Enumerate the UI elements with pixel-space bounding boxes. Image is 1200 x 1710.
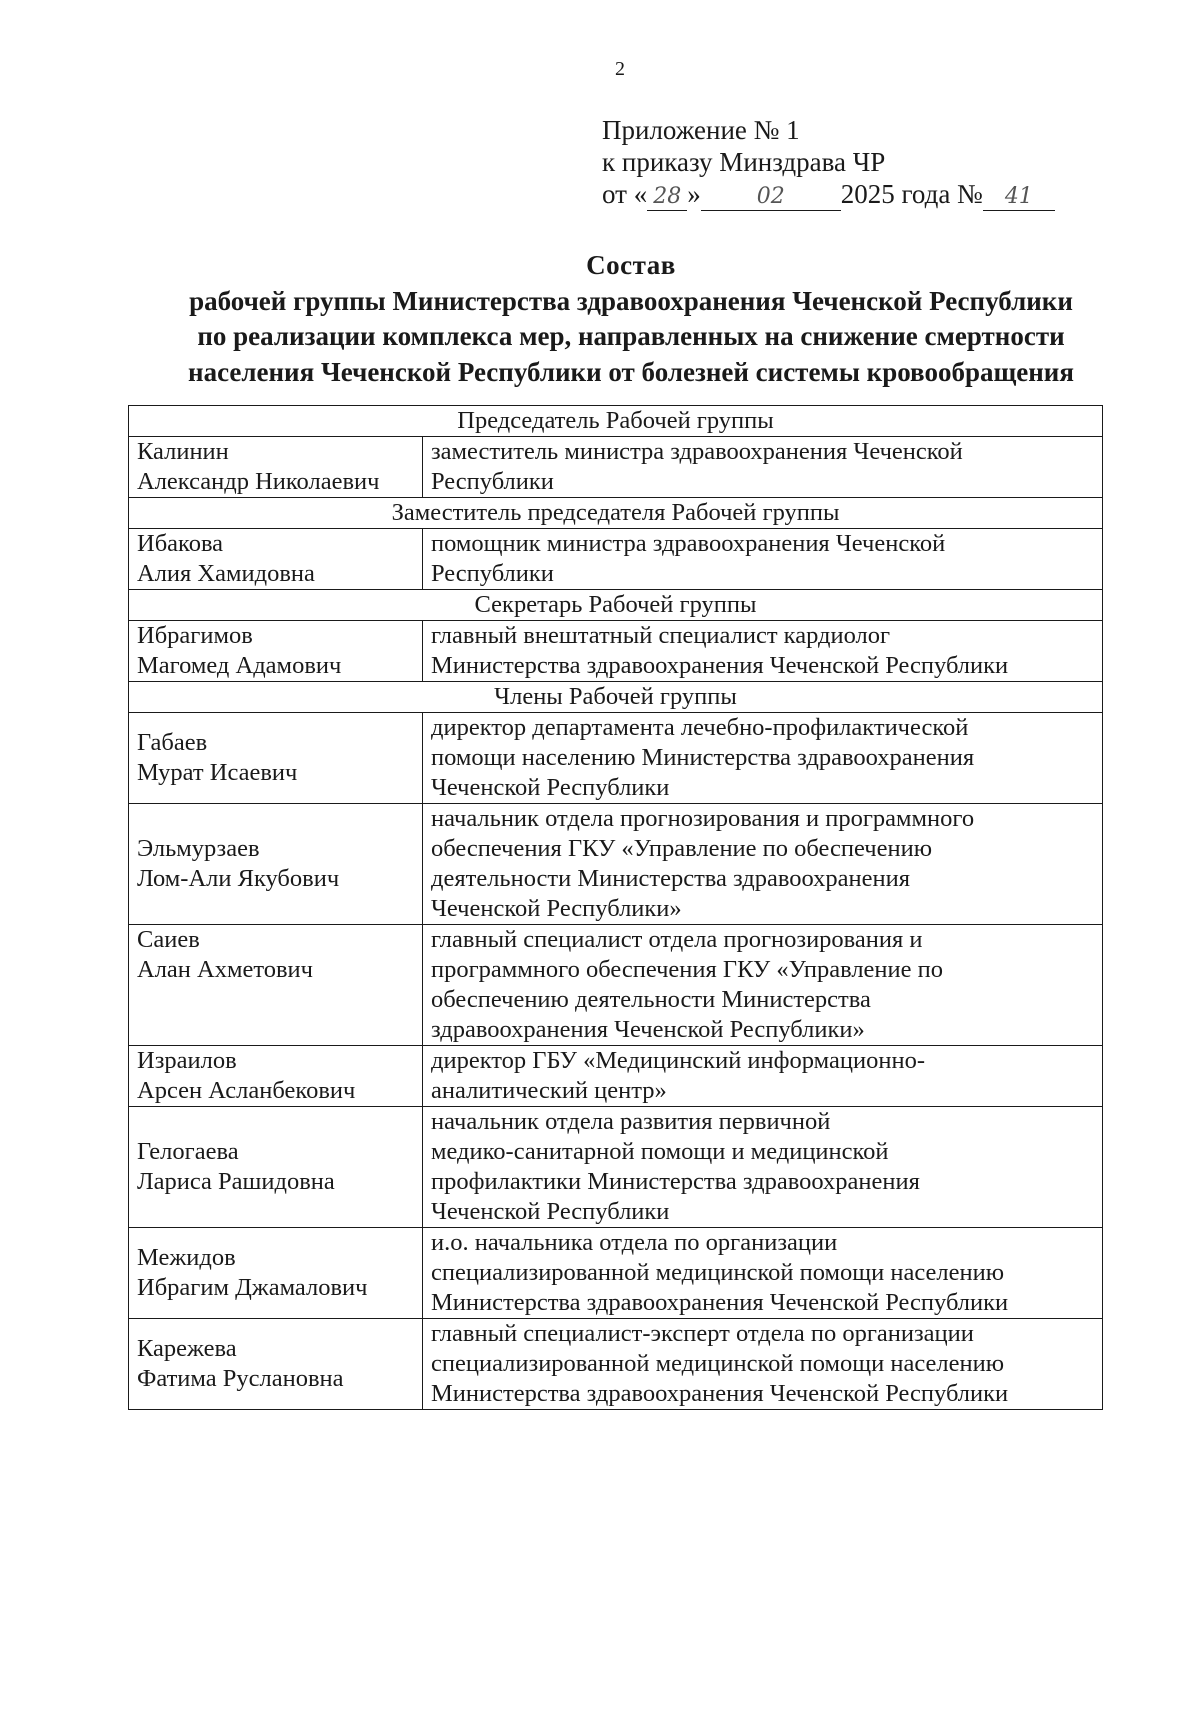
- appendix-date-line: [602, 178, 1055, 211]
- section-title-members: Члены Рабочей группы: [129, 682, 1103, 713]
- role-line: Министерства здравоохранения Чеченской Республики: [431, 1289, 1009, 1316]
- role-line: Чеченской Республики»: [431, 895, 682, 922]
- role-line: Республики: [431, 468, 554, 495]
- member-row: [129, 1319, 1103, 1410]
- member-role: [423, 621, 1103, 682]
- page-number: 2: [615, 58, 625, 80]
- section-title-secretary: Секретарь Рабочей группы: [129, 590, 1103, 621]
- member-given-names: Арсен Асланбекович: [137, 1077, 356, 1104]
- role-line: помощи населению Министерства здравоохранения: [431, 744, 975, 771]
- member-row: [129, 1046, 1103, 1107]
- role-line: начальник отдела прогнозирования и программного: [431, 805, 975, 832]
- member-name: [129, 713, 423, 804]
- role-line: Министерства здравоохранения Чеченской Республики: [431, 1380, 1009, 1407]
- member-name: [129, 1046, 423, 1107]
- role-line: главный специалист-эксперт отдела по организации: [431, 1320, 974, 1347]
- member-surname: Габаев: [137, 729, 208, 756]
- member-name: [129, 529, 423, 590]
- role-line: Чеченской Республики: [431, 1198, 670, 1225]
- role-line: и.о. начальника отдела по организации: [431, 1229, 838, 1256]
- member-name: [129, 621, 423, 682]
- member-surname: Саиев: [137, 926, 200, 953]
- appendix-block: [602, 114, 1055, 211]
- date-day-close: »: [687, 179, 701, 209]
- document-heading: [150, 248, 1112, 390]
- role-line: Республики: [431, 560, 554, 587]
- member-row: [129, 804, 1103, 925]
- member-row: [129, 925, 1103, 1046]
- member-role: [423, 713, 1103, 804]
- member-surname: Межидов: [137, 1244, 236, 1271]
- role-line: здравоохранения Чеченской Республики»: [431, 1016, 865, 1043]
- member-given-names: Алан Ахметович: [137, 956, 313, 983]
- section-row: [129, 682, 1103, 713]
- role-line: специализированной медицинской помощи населению: [431, 1259, 1005, 1286]
- role-line: обеспечению деятельности Министерства: [431, 986, 871, 1013]
- member-given-names: Александр Николаевич: [137, 468, 380, 495]
- member-role: [423, 529, 1103, 590]
- role-line: деятельности Министерства здравоохранения: [431, 865, 910, 892]
- role-line: обеспечения ГКУ «Управление по обеспечению: [431, 835, 933, 862]
- member-given-names: Лариса Рашидовна: [137, 1168, 335, 1195]
- heading-subtitle-line: по реализации комплекса мер, направленных на снижение смертности: [197, 321, 1065, 351]
- order-number-handwritten: 41: [983, 183, 1055, 211]
- appendix-order-ref: к приказу Минздрава ЧР: [602, 147, 886, 177]
- member-row: [129, 529, 1103, 590]
- member-row: [129, 713, 1103, 804]
- date-year-text: 2025 года №: [840, 179, 983, 209]
- member-role: [423, 925, 1103, 1046]
- member-given-names: Лом-Али Якубович: [137, 865, 340, 892]
- date-month-handwritten: 02: [701, 183, 841, 211]
- member-row: [129, 1107, 1103, 1228]
- role-line: начальник отдела развития первичной: [431, 1108, 831, 1135]
- member-name: [129, 1107, 423, 1228]
- role-line: профилактики Министерства здравоохранения: [431, 1168, 920, 1195]
- member-row: [129, 437, 1103, 498]
- member-name: [129, 1228, 423, 1319]
- heading-title: Состав: [586, 250, 676, 280]
- member-given-names: Магомед Адамович: [137, 652, 342, 679]
- heading-subtitle-line: рабочей группы Министерства здравоохранения Чеченской Республики: [189, 285, 1073, 316]
- section-title-deputy: Заместитель председателя Рабочей группы: [129, 498, 1103, 529]
- role-line: специализированной медицинской помощи населению: [431, 1350, 1005, 1377]
- member-surname: Ибрагимов: [137, 622, 253, 649]
- section-row: [129, 498, 1103, 529]
- member-role: [423, 804, 1103, 925]
- member-given-names: Алия Хамидовна: [137, 560, 315, 587]
- role-line: главный специалист отдела прогнозирования и: [431, 926, 923, 953]
- member-name: [129, 925, 423, 1046]
- member-surname: Калинин: [137, 438, 229, 465]
- member-given-names: Ибрагим Джамалович: [137, 1274, 368, 1301]
- date-day-handwritten: 28: [647, 183, 687, 211]
- member-surname: Карежева: [137, 1335, 237, 1362]
- member-role: [423, 1046, 1103, 1107]
- member-role: [423, 437, 1103, 498]
- member-name: [129, 1319, 423, 1410]
- member-given-names: Мурат Исаевич: [137, 759, 298, 786]
- role-line: медико-санитарной помощи и медицинской: [431, 1138, 889, 1165]
- date-prefix: от «: [602, 179, 648, 209]
- role-line: программного обеспечения ГКУ «Управление по: [431, 956, 943, 983]
- role-line: Министерства здравоохранения Чеченской Республики: [431, 652, 1009, 679]
- role-line: помощник министра здравоохранения Чеченской: [431, 530, 946, 557]
- member-row: [129, 1228, 1103, 1319]
- section-title-chair: Председатель Рабочей группы: [129, 406, 1103, 437]
- member-name: [129, 437, 423, 498]
- member-given-names: Фатима Руслановна: [137, 1365, 344, 1392]
- member-surname: Гелогаева: [137, 1138, 239, 1165]
- section-row: [129, 590, 1103, 621]
- heading-subtitle-line: населения Чеченской Республики от болезней системы кровообращения: [188, 356, 1074, 387]
- member-role: [423, 1107, 1103, 1228]
- member-surname: Израилов: [137, 1047, 237, 1074]
- member-row: [129, 621, 1103, 682]
- member-surname: Эльмурзаев: [137, 835, 260, 862]
- role-line: директор департамента лечебно-профилактической: [431, 714, 969, 741]
- role-line: Чеченской Республики: [431, 774, 670, 801]
- member-surname: Ибакова: [137, 530, 224, 557]
- members-table: [128, 405, 1103, 1410]
- section-row: [129, 406, 1103, 437]
- member-name: [129, 804, 423, 925]
- member-role: [423, 1319, 1103, 1410]
- role-line: заместитель министра здравоохранения Чеченской: [431, 438, 963, 465]
- appendix-title: Приложение № 1: [602, 115, 800, 145]
- role-line: главный внештатный специалист кардиолог: [431, 622, 891, 649]
- role-line: аналитический центр»: [431, 1077, 667, 1104]
- member-role: [423, 1228, 1103, 1319]
- role-line: директор ГБУ «Медицинский информационно-: [431, 1047, 925, 1074]
